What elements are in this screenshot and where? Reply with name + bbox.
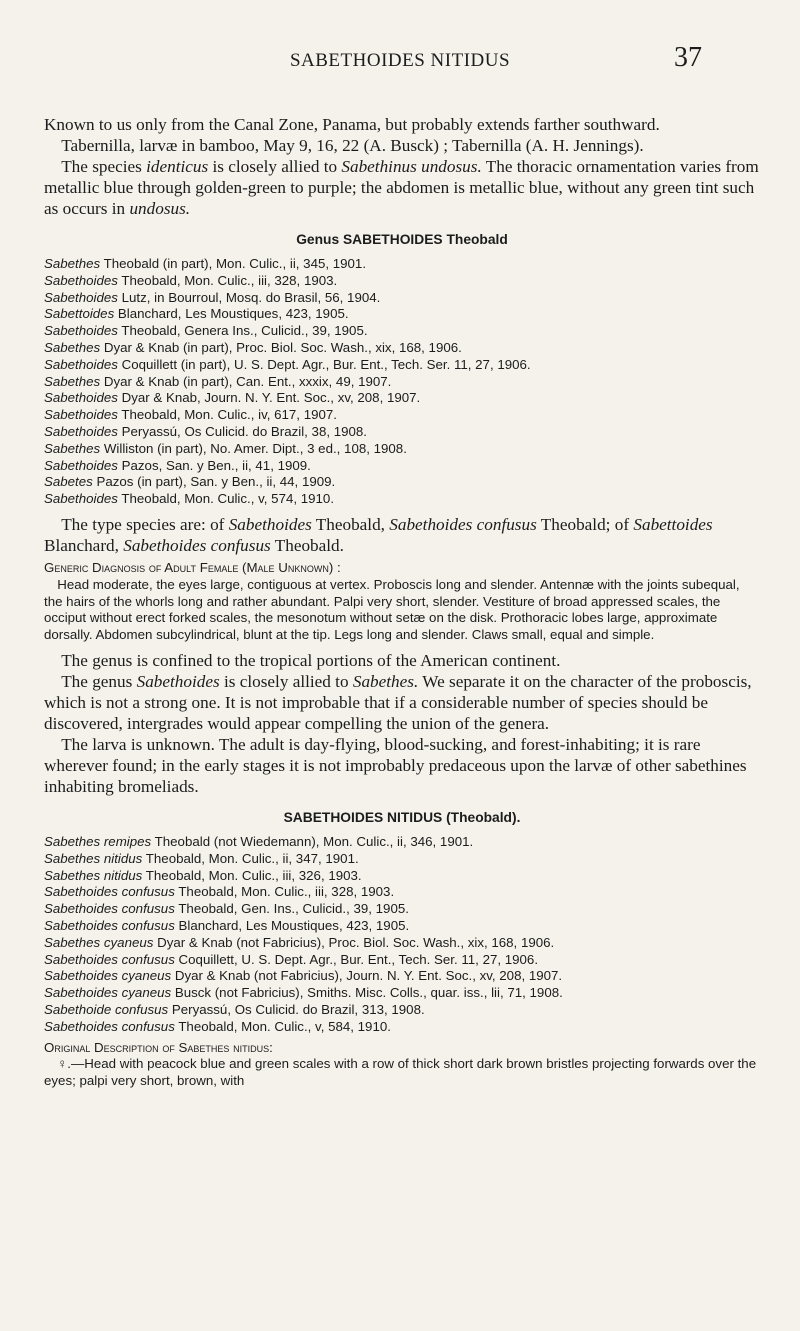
citation: Williston (in part), No. Amer. Dipt., 3 ed., 108, 1908. [100,440,407,456]
taxon-name: Sabethes [44,440,101,456]
taxon-name: Sabethoides [44,289,118,305]
synonymy-entry [44,968,760,985]
synonymy-entry [44,1002,760,1019]
synonymy-entry [44,1019,760,1036]
citation: Theobald (in part), Mon. Culic., ii, 345, 1901. [100,256,367,271]
synonymy-entry [44,256,760,273]
taxon-name: Sabethes nitidus [44,850,143,866]
paragraph-allied: The genus Sabethoides is closely allied to Sabethes. We separate it on the character of the proboscis, which is not a strong one. It is not improbable that if a considerable number of species should be discovered, intergrades would appear compelling the union of the genera. [44,671,752,733]
synonymy-entry [44,884,760,901]
synonymy-entry [44,935,760,952]
synonymy-entry [44,374,760,391]
taxon-name: Sabethes nitidus [44,867,143,883]
citation: Theobald, Mon. Culic., iv, 617, 1907. [117,407,337,423]
taxon-name: Sabethoides confusus [44,951,175,967]
synonymy-entry [44,985,760,1002]
citation: Pazos, San. y Ben., ii, 41, 1909. [117,457,311,473]
citation: Blanchard, Les Moustiques, 423, 1905. [114,306,349,322]
citation: Dyar & Knab (in part), Proc. Biol. Soc. Wash., xix, 168, 1906. [100,339,462,355]
taxon-name: Sabethoides cyaneus [44,985,172,1001]
taxon-name: Sabethes [44,373,101,389]
taxon-name: Sabethes [44,256,101,271]
generic-diagnosis-text: Head moderate, the eyes large, contiguous at vertex. Proboscis long and slender. Antennæ with the joints subequal, the hairs of the whorls long and rather abundant. Palpi very short, slender. Vestiture of broad appressed scales, the occiput without erect forked scales, the mesonotum without setæ on the disk. Prothoracic lobes large, approximate dorsally. Abdomen subcylindrical, blunt at the tip. Legs long and slender. Claws small, equal and simple. [44,576,740,643]
page-number: 37 [674,42,702,73]
citation: Busck (not Fabricius), Smiths. Misc. Colls., quar. iss., lii, 71, 1908. [171,985,563,1001]
citation: Theobald, Mon. Culic., v, 574, 1910. [117,491,335,507]
taxon-name: Sabethoides [44,457,118,473]
running-title: SABETHOIDES NITIDUS [289,50,511,71]
synonymy-entry [44,357,760,374]
citation: Pazos (in part), San. y Ben., ii, 44, 1909. [92,474,336,490]
citation: Dyar & Knab (not Fabricius), Proc. Biol. Soc. Wash., xix, 168, 1906. [153,934,555,950]
genus-heading: Genus SABETHOIDES Theobald [296,232,508,247]
citation: Dyar & Knab, Journ. N. Y. Ent. Soc., xv, 208, 1907. [117,390,421,406]
taxon-name: Sabettoides [44,306,115,322]
taxon-name: Sabethes cyaneus [44,934,154,950]
synonymy-entry [44,901,760,918]
species-heading: SABETHOIDES NITIDUS (Theobald). [283,809,521,825]
synonymy-entry [44,306,760,323]
generic-diagnosis-label: Generic Diagnosis of Adult Female (Male Unknown) : [44,559,341,575]
paragraph-species-comparison: The species identicus is closely allied to Sabethinus undosus. The thoracic ornamentation varies from metallic blue through golden-green to purple; the abdomen is metallic blue, without any green tint such as occurs in undosus. [44,157,759,218]
citation: Peryassú, Os Culicid. do Brazil, 313, 1908. [168,1001,425,1017]
citation: Dyar & Knab (in part), Can. Ent., xxxix, 49, 1907. [100,373,392,389]
taxon-name: Sabethes remipes [44,833,152,849]
genus-synonymy [44,256,760,508]
taxon-name: Sabethoides [44,323,118,339]
citation: Theobald, Mon. Culic., ii, 347, 1901. [142,850,359,866]
synonymy-entry [44,424,760,441]
citation: Peryassú, Os Culicid. do Brazil, 38, 1908. [117,423,368,439]
original-description-text: ♀.—Head with peacock blue and green scales with a row of thick short dark brown bristles projecting forwards over the eyes; palpi very short, brown, with [44,1056,757,1089]
synonymy-entry [44,851,760,868]
paragraph-type-species: The type species are: of Sabethoides Theobald, Sabethoides confusus Theobald; of Sabettoides Blanchard, Sabethoides confusus Theobald. [44,514,713,555]
synonymy-entry [44,834,760,851]
citation: Coquillett, U. S. Dept. Agr., Bur. Ent., Tech. Ser. 11, 27, 1906. [174,951,539,967]
taxon-name: Sabethoides confusus [44,901,175,917]
taxon-name: Sabethoides [44,491,118,507]
citation: Theobald, Mon. Culic., iii, 328, 1903. [117,272,338,288]
running-head [0,42,800,82]
citation: Theobald, Mon. Culic., iii, 326, 1903. [142,867,362,883]
synonymy-entry [44,952,760,969]
synonymy-entry [44,290,760,307]
species-synonymy [44,834,760,1036]
taxon-name: Sabethoides confusus [44,884,175,900]
taxon-name: Sabethoides [44,356,118,372]
synonymy-entry [44,323,760,340]
synonymy-entry [44,491,760,508]
paragraph-localities: Tabernilla, larvæ in bamboo, May 9, 16, 22 (A. Busck) ; Tabernilla (A. H. Jennings). [61,136,644,155]
taxon-name: Sabethoides confusus [44,1018,175,1034]
citation: Theobald, Mon. Culic., v, 584, 1910. [174,1018,391,1034]
citation: Theobald, Gen. Ins., Culicid., 39, 1905. [174,901,409,917]
synonymy-entry [44,390,760,407]
citation: Lutz, in Bourroul, Mosq. do Brasil, 56, 1904. [117,289,381,305]
taxon-name: Sabethoides cyaneus [44,968,172,984]
page-body [44,114,760,1090]
paragraph-distribution: Known to us only from the Canal Zone, Panama, but probably extends farther southward. [44,115,660,134]
synonymy-entry [44,474,760,491]
taxon-name: Sabethoide confusus [44,1001,169,1017]
citation: Theobald (not Wiedemann), Mon. Culic., ii, 346, 1901. [151,833,474,849]
taxon-name: Sabethoides [44,390,118,406]
synonymy-entry [44,340,760,357]
citation: Coquillett (in part), U. S. Dept. Agr., Bur. Ent., Tech. Ser. 11, 27, 1906. [117,356,531,372]
taxon-name: Sabethes [44,339,101,355]
citation: Theobald, Genera Ins., Culicid., 39, 1905. [117,323,368,339]
citation: Theobald, Mon. Culic., iii, 328, 1903. [174,884,395,900]
taxon-name: Sabethoides [44,272,118,288]
paragraph-range: The genus is confined to the tropical portions of the American continent. [61,650,561,670]
synonymy-entry [44,868,760,885]
taxon-name: Sabethoides [44,423,118,439]
taxon-name: Sabetes [44,474,93,490]
synonymy-entry [44,918,760,935]
citation: Dyar & Knab (not Fabricius), Journ. N. Y. Ent. Soc., xv, 208, 1907. [171,968,563,984]
synonymy-entry [44,458,760,475]
citation: Blanchard, Les Moustiques, 423, 1905. [174,917,410,933]
synonymy-entry [44,441,760,458]
synonymy-entry [44,407,760,424]
taxon-name: Sabethoides [44,407,118,423]
original-description-label: Original Description of Sabethes nitidus: [44,1039,273,1055]
synonymy-entry [44,273,760,290]
paragraph-larva: The larva is unknown. The adult is day-flying, blood-sucking, and forest-inhabiting; it is rare wherever found; in the early stages it is not improbably predaceous upon the larvæ of other sabethines inhabiting bromeliads. [44,734,747,796]
taxon-name: Sabethoides confusus [44,917,175,933]
